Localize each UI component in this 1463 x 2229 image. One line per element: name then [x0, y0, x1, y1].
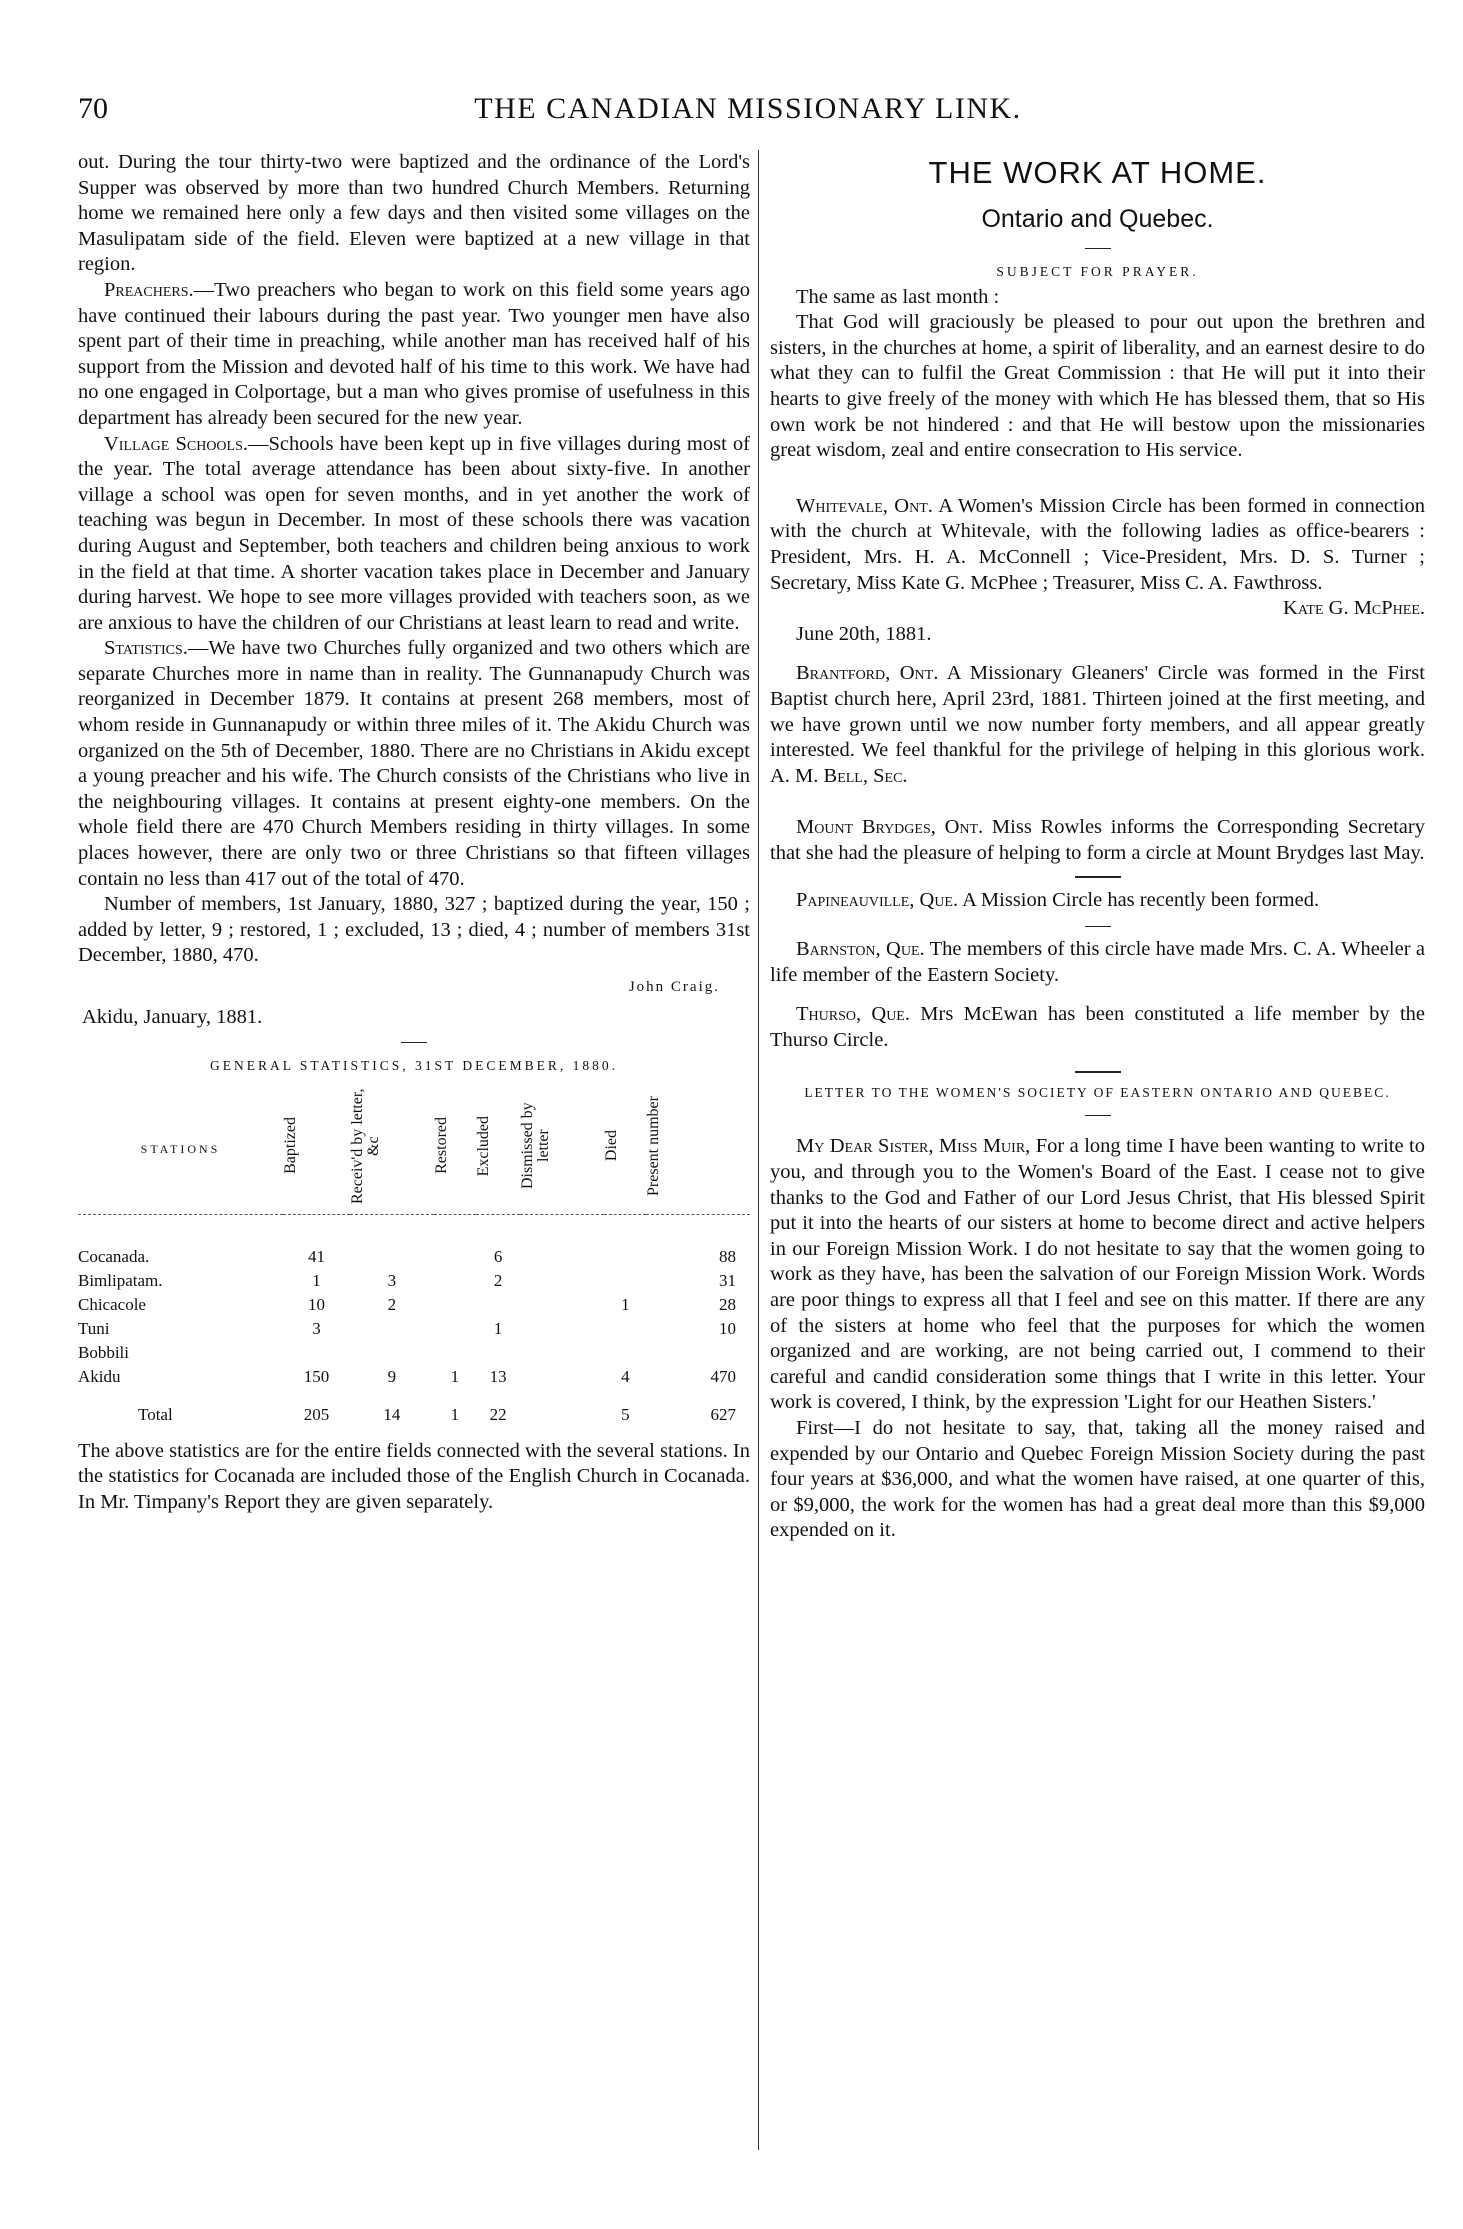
table-total-row: Total 205 14 1 22 5 627 [138, 1404, 736, 1424]
table-row: Tuni 3 1 10 [78, 1318, 736, 1338]
statistics-heading: Statistics.— [104, 637, 209, 660]
table-row: Bobbili [78, 1342, 130, 1362]
preachers-text: Two preachers who began to work on this field some years ago have continued their labours during the past year. Two younger men have also spent part of their time in preaching, while another man has received half of his support from the Mission and devoted half of his time to this work. We have had no one engaged in Colportage, but a man who gives promise of usefulness in this department has already been secured for the new year. [78, 278, 750, 429]
table-header-row [78, 1085, 750, 1215]
whitevale-text: A Women's Mission Circle has been formed in connection with the church at Whitevale, with the following ladies as office-bearers : President, Mrs. H. A. McConnell ; Vice-President, Mrs. D. S. Turner ; Secretary, Miss Kate G. McPhee ; Treasurer, Miss C. A. Fawthross. [770, 494, 1426, 594]
column-header-received: Receiv'd by letter, &c [348, 1088, 382, 1204]
prayer-paragraph: That God will graciously be pleased to pour out upon the brethren and sisters, in the churches at home, a spirit of liberality, and an earnest desire to do what they can to fulfil the Great Commission : that He will put it into their hearts to give freely of the money with which He has blessed them, that so His own work be not hindered : and that He will bestow upon the missionaries great wisdom, zeal and entire consecration to His service. [770, 311, 1425, 462]
preachers-paragraph [78, 278, 750, 432]
brantford-signature: A. M. Bell, Sec. [770, 764, 908, 787]
brantford-item [770, 661, 1425, 789]
preachers-heading: Preachers.— [104, 278, 215, 301]
member-numbers-paragraph: Number of members, 1st January, 1880, 327 ; baptized during the year, 150 ; added by letter, 9 ; restored, 1 ; excluded, 13 ; died, 4 ; number of members 31st December, 1880, 470. [78, 893, 750, 967]
statistics-paragraph [78, 636, 750, 892]
papineauville-heading: Papineauville, Que. [796, 889, 959, 912]
statistics-table-title: GENERAL STATISTICS, 31ST DECEMBER, 1880. [209, 1058, 619, 1074]
column-header-died: Died [603, 1130, 621, 1162]
whitevale-item [770, 494, 1426, 620]
right-column [770, 150, 1425, 1544]
whitevale-heading: Whitevale, Ont. [796, 494, 933, 517]
prayer-subject-title: SUBJECT FOR PRAYER. [996, 264, 1199, 279]
whitevale-date: June 20th, 1881. [796, 622, 932, 645]
intro-paragraph: out. During the tour thirty-two were baptized and the ordinance of the Lord's Supper was observed by more than two hundred Church Members. Returning home we remained here only a few days and then visited some villages on the Masulipatam side of the field. Eleven were baptized at a new village in that region. [78, 151, 750, 276]
brantford-heading: Brantford, Ont. [796, 662, 939, 685]
table-row: Akidu 150 9 1 13 4 470 [78, 1366, 736, 1386]
section-rule [1085, 248, 1111, 249]
barnston-heading: Barnston, Que. [796, 938, 925, 961]
letter-salutation: My Dear Sister, Miss Muir, [796, 1135, 1031, 1158]
publication-title: THE CANADIAN MISSIONARY LINK. [474, 92, 1022, 125]
statistics-text: We have two Churches fully organized and two others which are separate Churches more in name than in reality. The Gunnanapudy Church was reorganized in December 1879. It contains at present 268 members, most of whom reside in Gunnanapudy or within three miles of it. The Akidu Church was organized on the 5th of December, 1880. There are no Christians in Akidu except a young preacher and his wife. The Church consists of the Christians who live in the neighbouring villages. It contains at present eighty-one members. On the whole field there are 470 Church Members residing in thirty villages. In some places however, there are only two or three Christians so that fifteen villages contain no less than 417 out of the total of 470. [78, 637, 750, 890]
column-header-stations: STATIONS [140, 1142, 221, 1157]
column-divider [758, 150, 759, 2150]
column-header-present: Present number [645, 1095, 663, 1196]
table-row: Cocanada. 41 6 88 [78, 1246, 736, 1266]
village-schools-text: Schools have been kept up in five villages during most of the year. The total average attendance has been about sixty-five. In another village a school was open for seven months, and in yet another the work of teaching was begun in December. In most of these schools there was vacation during August and September, both teachers and children being anxious to work in the field at that time. A shorter vacation takes place in December and January during harvest. We hope to see more villages provided with teachers soon, as we are anxious to have the children of our Christians at least learn to read and write. [78, 432, 750, 634]
page-header [78, 92, 1418, 132]
statistics-table [78, 1085, 750, 1427]
thurso-heading: Thurso, Que. [796, 1003, 910, 1026]
barnston-text: The members of this circle have made Mrs. C. A. Wheeler a life member of the Eastern Society. [770, 938, 1425, 986]
papineauville-text: A Mission Circle has recently been formed. [962, 889, 1320, 912]
place-date-line: Akidu, January, 1881. [82, 1005, 263, 1028]
column-header-restored: Restored [432, 1117, 450, 1175]
papineauville-item [770, 888, 1425, 914]
brantford-text: A Missionary Gleaners' Circle was formed in the First Baptist church here, April 23rd, 1881. Thirteen joined at the first meeting, and we have grown until we now number forty members, and all appear greatly interested. We feel thankful for the privilege of helping in this glorious work. [770, 662, 1425, 762]
section-heading: THE WORK AT HOME. [928, 155, 1267, 190]
section-subheading: Ontario and Quebec. [981, 205, 1214, 233]
table-row: Chicacole 10 2 1 28 [78, 1294, 736, 1314]
mount-brydges-item [770, 815, 1425, 866]
village-schools-heading: Village Schools.— [104, 432, 269, 455]
item-rule [1075, 1071, 1121, 1073]
prayer-line: The same as last month : [796, 285, 1000, 308]
whitevale-signature: Kate G. McPhee. [1283, 597, 1425, 620]
item-rule [1075, 876, 1121, 878]
column-header-excluded: Excluded [474, 1115, 492, 1176]
column-header-baptized: Baptized [282, 1117, 299, 1175]
column-header-dismissed: Dismissed by letter [519, 1102, 553, 1190]
letter-paragraph-2: First—I do not hesitate to say, that, taking all the money raised and expended by our Ontario and Quebec Foreign Mission Society during the past four years at $36,000, and what the women have raised, at one quarter of this, or $9,000, the work for the women has had a great deal more than this $9,000 expended on it. [770, 1416, 1425, 1542]
letter-text: For a long time I have been wanting to write to you, and through you to the Women's Board of the East. I cease not to give thanks to the God and Father of our Lord Jesus Christ, that His blessed Spirit put it into the hearts of our sisters at home to become direct and active helpers in our Foreign Mission Work. I do not hesitate to say that the women going to work as they have, has been the salvation of our Foreign Mission Work. Words are poor things to express all that I feel and see on this matter. If there are any of the sisters at home who feel that the purposes for which the women organized and are working, are not being carried out, I commend to their careful and candid consideration some things that I write in this letter. Your work is covered, I think, by the expression 'Light for our Heathen Sisters.' [770, 1135, 1425, 1414]
barnston-item [770, 937, 1425, 988]
section-rule [401, 1042, 427, 1043]
thurso-item [770, 1002, 1425, 1053]
mount-brydges-text: Miss Rowles informs the Corresponding Secretary that she had the pleasure of helping to form a circle at Mount Brydges last May. [770, 816, 1425, 864]
section-rule [1085, 1115, 1111, 1116]
thurso-text: Mrs McEwan has been constituted a life member by the Thurso Circle. [770, 1003, 1425, 1051]
statistics-note: The above statistics are for the entire fields connected with the several stations. In the statistics for Cocanada are included those of the English Church in Cocanada. In Mr. Timpany's Report they are given separately. [78, 1439, 750, 1513]
village-schools-paragraph [78, 432, 750, 637]
signature-john-craig: John Craig. [628, 979, 720, 995]
table-row: Bimlipatam. 1 3 2 31 [78, 1270, 736, 1290]
mount-brydges-heading: Mount Brydges, Ont. [796, 816, 984, 839]
page-number: 70 [78, 92, 108, 125]
letter-title: LETTER TO THE WOMEN'S SOCIETY OF EASTERN ONTARIO AND QUEBEC. [804, 1085, 1391, 1101]
letter-paragraph [770, 1134, 1425, 1416]
item-rule [1085, 926, 1111, 927]
left-column [78, 150, 750, 1516]
